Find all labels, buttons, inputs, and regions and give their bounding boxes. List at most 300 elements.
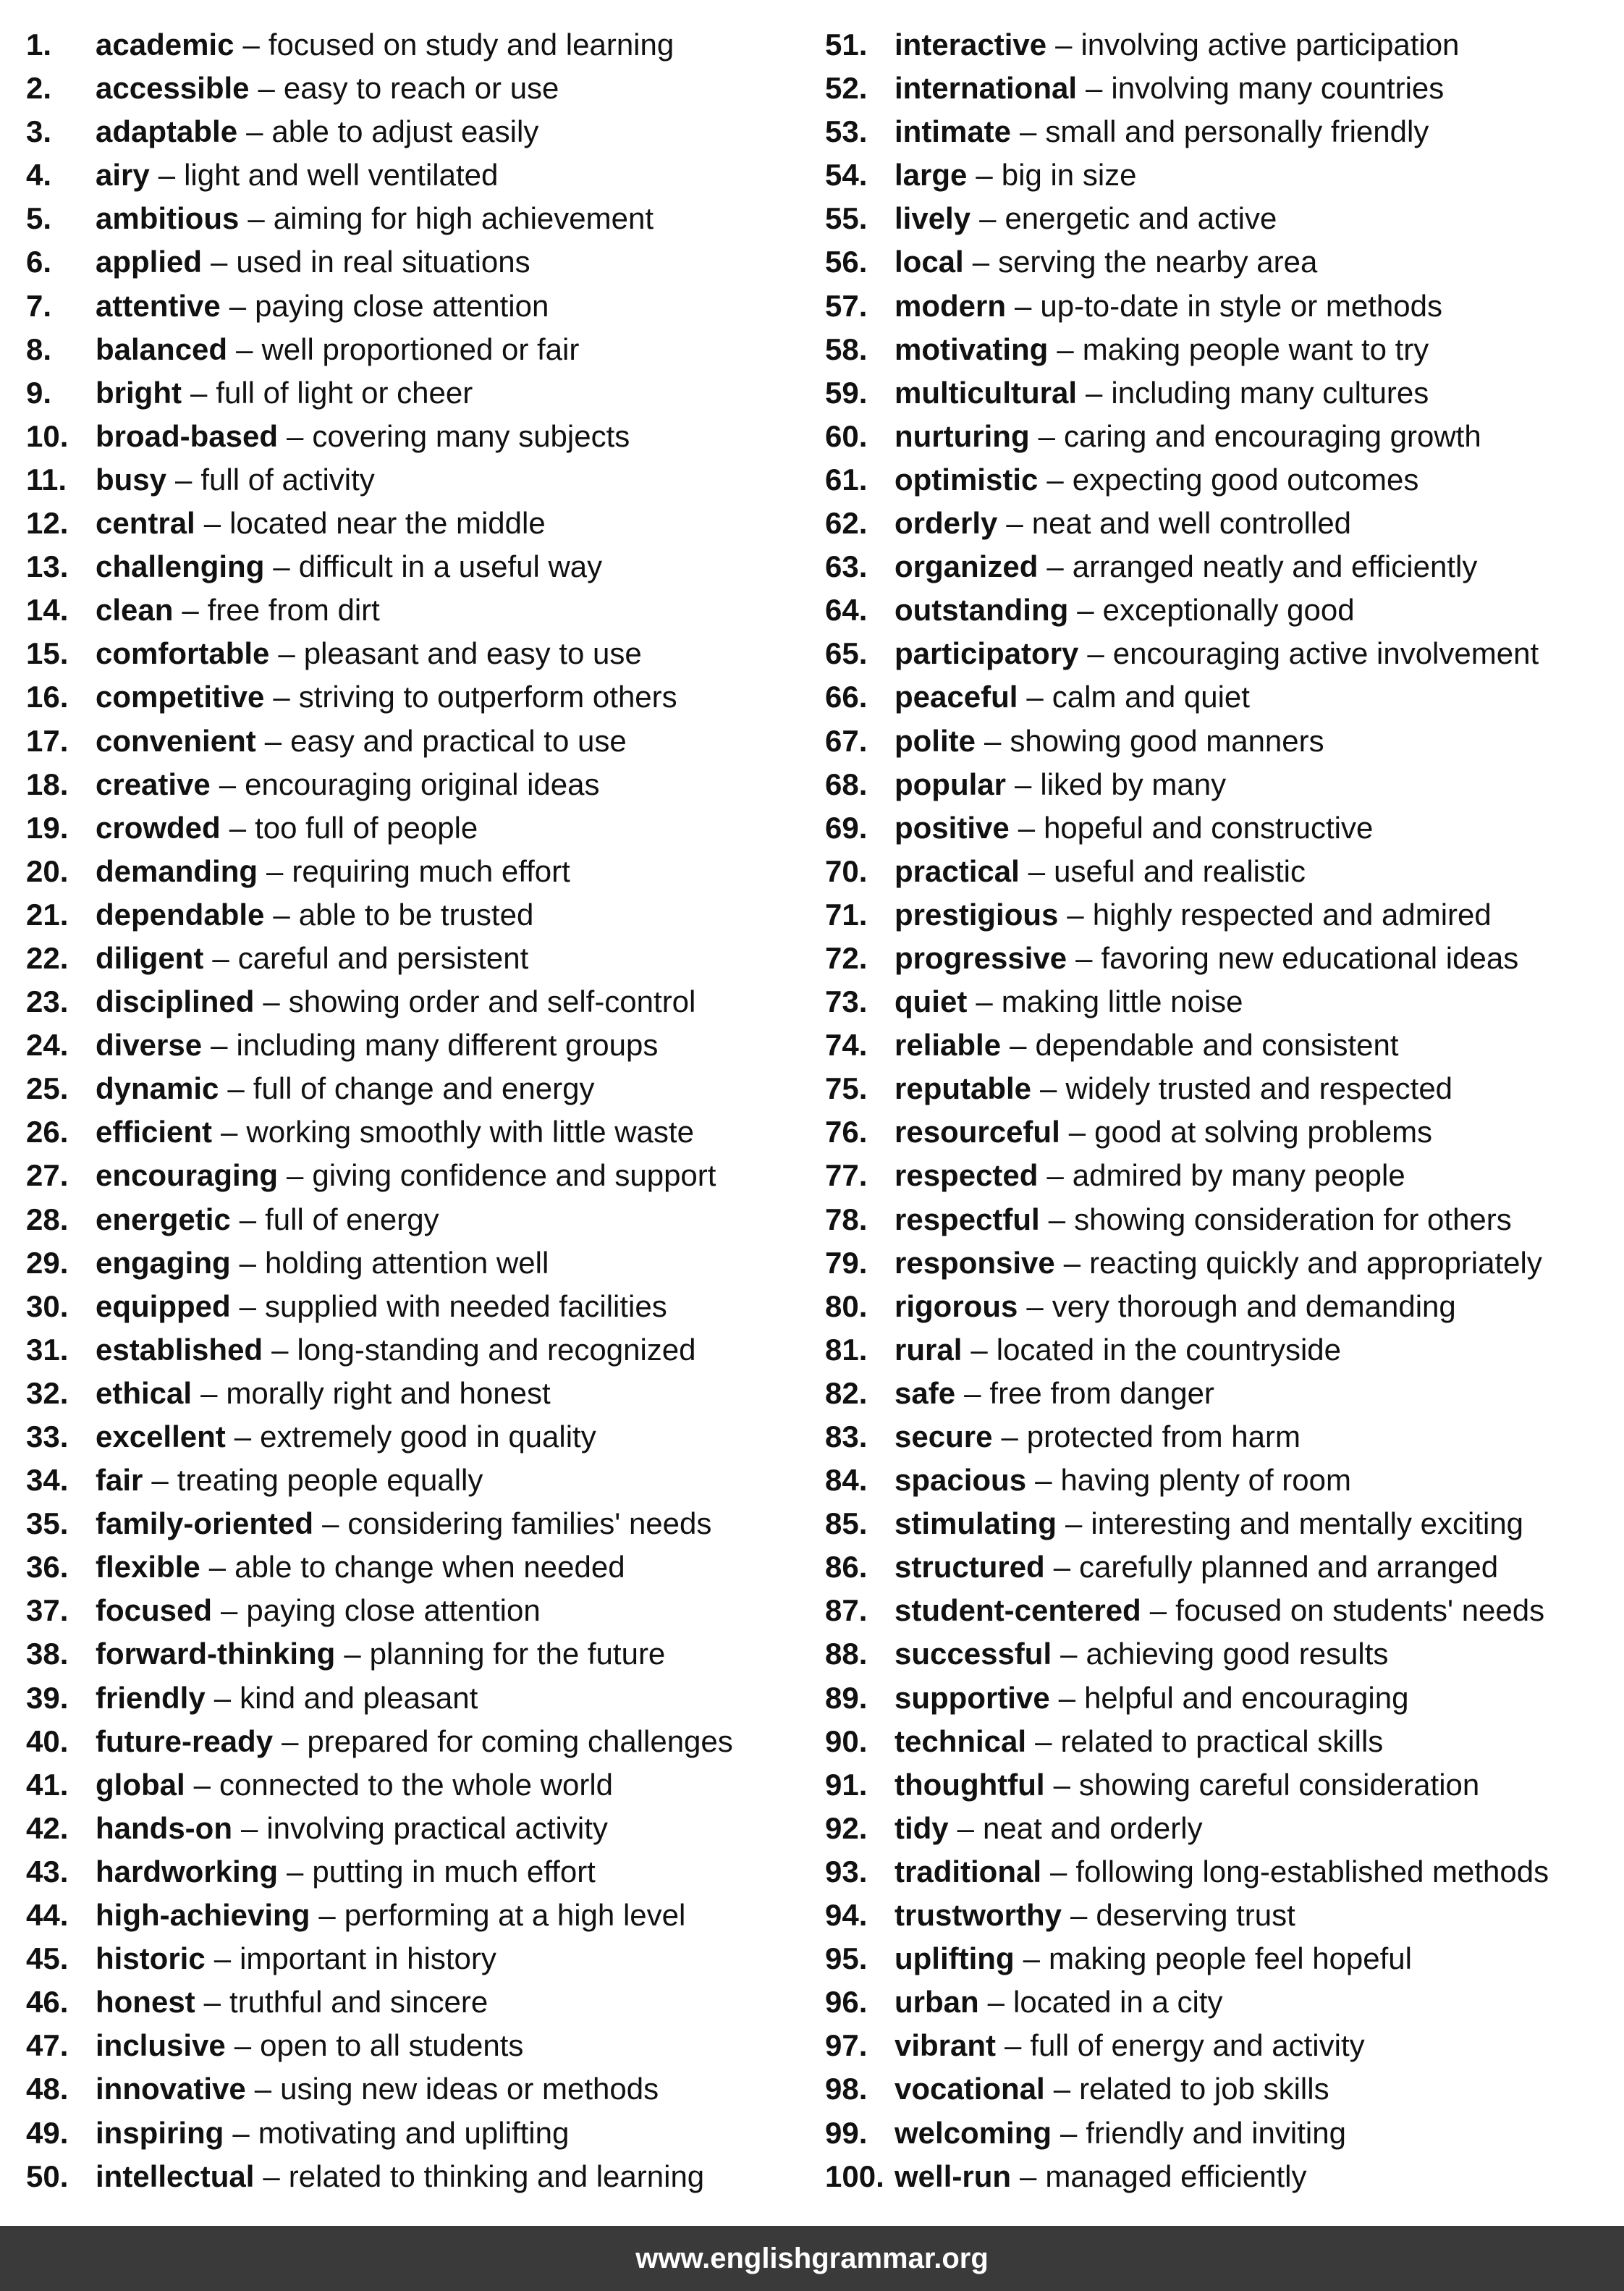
definition-text: following long-established methods — [1075, 1854, 1549, 1889]
definition-text: truthful and sincere — [229, 1985, 489, 2020]
list-item — [825, 806, 1621, 850]
adjective-term: bright — [96, 375, 182, 410]
item-number: 39. — [26, 1680, 69, 1715]
definition-text: related to thinking and learning — [288, 2159, 705, 2193]
adjective-term: traditional — [895, 1854, 1042, 1889]
list-item — [26, 110, 808, 153]
adjective-term: diligent — [96, 940, 204, 975]
list-item — [825, 1198, 1621, 1241]
definition-text: easy and practical to use — [290, 723, 627, 758]
list-item — [825, 1937, 1621, 1980]
item-number: 63. — [825, 549, 868, 584]
item-number: 28. — [26, 1202, 69, 1236]
definition-text: putting in much effort — [312, 1854, 596, 1889]
adjective-term: supportive — [895, 1680, 1050, 1715]
list-item — [26, 23, 808, 67]
list-item — [26, 371, 808, 415]
adjective-term: motivating — [895, 332, 1049, 366]
item-number: 55. — [825, 201, 868, 236]
adjective-term: ambitious — [96, 201, 240, 236]
definition-text: giving confidence and support — [312, 1158, 716, 1193]
dash-separator: – — [203, 1985, 221, 2020]
adjective-term: spacious — [895, 1463, 1027, 1498]
dash-separator: – — [151, 1463, 169, 1498]
dash-separator: – — [221, 1593, 238, 1628]
dash-separator: – — [976, 158, 993, 193]
item-number: 22. — [26, 940, 69, 975]
dash-separator: – — [263, 984, 280, 1019]
item-number: 6. — [26, 245, 52, 279]
definition-text: aiming for high achievement — [273, 201, 654, 236]
dash-separator: – — [1046, 1158, 1064, 1193]
item-number: 92. — [825, 1810, 868, 1845]
dash-separator: – — [213, 1680, 232, 1715]
definition-text: good at solving problems — [1094, 1115, 1433, 1149]
list-item — [825, 2111, 1621, 2155]
dash-separator: – — [1053, 1767, 1070, 1802]
list-item — [26, 1372, 808, 1415]
item-number: 19. — [26, 810, 69, 845]
definition-text: showing order and self-control — [288, 984, 696, 1019]
item-number: 95. — [825, 1941, 868, 1976]
dash-separator: – — [242, 28, 260, 62]
dash-separator: – — [1038, 418, 1055, 453]
item-number: 30. — [26, 1288, 69, 1323]
item-number: 93. — [825, 1854, 868, 1889]
dash-separator: – — [234, 2028, 252, 2063]
adjective-term: vocational — [895, 2072, 1045, 2106]
dash-separator: – — [287, 1854, 304, 1889]
list-item — [825, 850, 1621, 893]
list-item — [26, 2024, 808, 2067]
item-number: 90. — [825, 1723, 868, 1758]
adjective-term: busy — [96, 462, 167, 497]
list-item — [26, 1937, 808, 1980]
list-item — [825, 153, 1621, 197]
list-item — [26, 1154, 808, 1197]
item-number: 2. — [26, 71, 52, 106]
item-number: 37. — [26, 1593, 69, 1628]
item-number: 59. — [825, 375, 868, 410]
definition-text: paying close attention — [246, 1593, 541, 1628]
definition-text: morally right and honest — [226, 1375, 551, 1410]
definition-text: making people want to try — [1082, 332, 1429, 366]
dash-separator: – — [1048, 1202, 1066, 1236]
list-item — [825, 240, 1621, 284]
adjective-term: dependable — [96, 897, 265, 932]
item-number: 91. — [825, 1767, 868, 1802]
adjective-term: uplifting — [895, 1941, 1015, 1976]
item-number: 99. — [825, 2115, 868, 2150]
adjective-term: resourceful — [895, 1115, 1060, 1149]
list-item — [26, 1241, 808, 1285]
adjective-term: comfortable — [96, 636, 270, 671]
adjective-term: lively — [895, 201, 971, 236]
list-item — [825, 1894, 1621, 1937]
adjective-term: hardworking — [96, 1854, 279, 1889]
footer-website-link[interactable]: www.englishgrammar.org — [635, 2242, 989, 2274]
item-number: 47. — [26, 2028, 69, 2063]
item-number: 17. — [26, 723, 69, 758]
dash-separator: – — [1063, 1245, 1081, 1280]
adjective-term: inclusive — [96, 2028, 226, 2063]
adjective-term: flexible — [96, 1550, 200, 1585]
dash-separator: – — [1010, 1028, 1027, 1063]
definition-text: showing good manners — [1010, 723, 1324, 758]
list-item — [26, 1459, 808, 1502]
definition-text: striving to outperform others — [298, 680, 677, 714]
dash-separator: – — [212, 940, 229, 975]
item-number: 57. — [825, 288, 868, 323]
item-number: 96. — [825, 1985, 868, 2020]
item-number: 18. — [26, 767, 69, 801]
adjective-term: thoughtful — [895, 1767, 1045, 1802]
adjective-term: energetic — [96, 1202, 231, 1236]
item-number: 16. — [26, 680, 69, 714]
definition-text: involving active participation — [1080, 28, 1460, 62]
definition-text: difficult in a useful way — [298, 549, 603, 584]
adjective-term: tidy — [895, 1810, 949, 1845]
adjective-term: excellent — [96, 1419, 226, 1454]
definition-text: used in real situations — [236, 245, 530, 279]
item-number: 26. — [26, 1115, 69, 1149]
definition-text: managed efficiently — [1045, 2159, 1307, 2193]
adjective-term: urban — [895, 1985, 979, 2020]
list-item — [26, 1720, 808, 1763]
dash-separator: – — [203, 506, 221, 541]
definition-text: deserving trust — [1096, 1898, 1295, 1933]
dash-separator: – — [236, 332, 253, 366]
list-item — [26, 415, 808, 458]
list-item — [825, 588, 1621, 632]
item-number: 24. — [26, 1028, 69, 1063]
definition-text: working smoothly with little waste — [246, 1115, 694, 1149]
dash-separator: – — [1018, 810, 1036, 845]
definition-text: free from dirt — [207, 593, 380, 628]
list-item — [825, 1980, 1621, 2024]
dash-separator: – — [182, 593, 199, 628]
adjective-term: disciplined — [96, 984, 255, 1019]
adjective-term: encouraging — [96, 1158, 279, 1193]
item-number: 13. — [26, 549, 69, 584]
definition-text: related to practical skills — [1060, 1723, 1384, 1758]
list-item — [825, 1632, 1621, 1676]
item-number: 88. — [825, 1637, 868, 1671]
list-item — [26, 502, 808, 545]
dash-separator: – — [1026, 1288, 1044, 1323]
dash-separator: – — [264, 723, 282, 758]
adjective-term: balanced — [96, 332, 228, 366]
item-number: 45. — [26, 1941, 69, 1976]
dash-separator: – — [957, 1810, 975, 1845]
item-number: 86. — [825, 1550, 868, 1585]
dash-separator: – — [972, 245, 990, 279]
adjective-term: vibrant — [895, 2028, 997, 2063]
adjective-term: welcoming — [895, 2115, 1052, 2150]
definition-text: including many cultures — [1111, 375, 1429, 410]
list-item — [26, 153, 808, 197]
item-number: 31. — [26, 1332, 69, 1367]
adjective-term: challenging — [96, 549, 265, 584]
item-number: 100. — [825, 2159, 884, 2193]
item-number: 11. — [26, 462, 67, 497]
dash-separator: – — [287, 1158, 304, 1193]
item-number: 71. — [825, 897, 868, 932]
definition-text: liked by many — [1040, 767, 1227, 801]
definition-text: treating people equally — [177, 1463, 483, 1498]
definition-text: exceptionally good — [1102, 593, 1355, 628]
item-number: 32. — [26, 1375, 69, 1410]
item-number: 27. — [26, 1158, 69, 1193]
definition-text: neat and well controlled — [1031, 506, 1352, 541]
list-item — [26, 1676, 808, 1720]
adjective-term: airy — [96, 158, 150, 193]
definition-text: planning for the future — [369, 1637, 666, 1671]
definition-text: involving many countries — [1111, 71, 1445, 106]
item-number: 42. — [26, 1810, 69, 1845]
dash-separator: – — [1015, 288, 1032, 323]
definition-text: making little noise — [1001, 984, 1243, 1019]
dash-separator: – — [248, 201, 265, 236]
adjective-term: convenient — [96, 723, 256, 758]
adjective-term: outstanding — [895, 593, 1069, 628]
adjective-term: quiet — [895, 984, 968, 1019]
left-column — [26, 23, 808, 2198]
adjective-term: attentive — [96, 288, 221, 323]
dash-separator: – — [273, 549, 290, 584]
dash-separator: – — [970, 1332, 988, 1367]
item-number: 80. — [825, 1288, 868, 1323]
item-number: 49. — [26, 2115, 69, 2150]
adjective-term: hands-on — [96, 1810, 232, 1845]
list-item — [26, 1763, 808, 1807]
item-number: 36. — [26, 1550, 69, 1585]
dash-separator: – — [213, 1941, 232, 1976]
definition-text: encouraging original ideas — [245, 767, 600, 801]
dash-separator: – — [1035, 1723, 1052, 1758]
list-item — [825, 1415, 1621, 1459]
adjective-term: responsive — [895, 1245, 1055, 1280]
dash-separator: – — [1053, 2072, 1071, 2106]
dash-separator: – — [1023, 1941, 1040, 1976]
dash-separator: – — [1068, 1115, 1086, 1149]
definition-text: making people feel hopeful — [1048, 1941, 1412, 1976]
dash-separator: – — [1149, 1593, 1167, 1628]
definition-text: well proportioned or fair — [261, 332, 580, 366]
item-number: 94. — [825, 1898, 868, 1933]
item-number: 3. — [26, 114, 52, 149]
item-number: 56. — [825, 245, 868, 279]
adjective-term: creative — [96, 767, 211, 801]
list-item — [825, 1154, 1621, 1197]
item-number: 83. — [825, 1419, 868, 1454]
item-number: 48. — [26, 2072, 69, 2106]
adjective-term: intellectual — [96, 2159, 255, 2193]
item-number: 65. — [825, 636, 868, 671]
dash-separator: – — [158, 158, 176, 193]
list-item — [825, 458, 1621, 502]
dash-separator: – — [211, 245, 228, 279]
dash-separator: – — [266, 853, 284, 888]
definition-text: helpful and encouraging — [1084, 1680, 1409, 1715]
dash-separator: – — [234, 1419, 252, 1454]
adjective-term: student-centered — [895, 1593, 1141, 1628]
dash-separator: – — [964, 1375, 981, 1410]
list-item — [825, 502, 1621, 545]
dash-separator: – — [239, 1288, 257, 1323]
adjective-term: respectful — [895, 1202, 1040, 1236]
dash-separator: – — [1086, 375, 1103, 410]
adjective-term: successful — [895, 1637, 1052, 1671]
list-item — [26, 545, 808, 588]
adjective-term: diverse — [96, 1028, 203, 1063]
list-item — [825, 980, 1621, 1024]
list-item — [825, 632, 1621, 675]
dash-separator: – — [254, 2072, 272, 2106]
list-item — [825, 110, 1621, 153]
dash-separator: – — [229, 810, 247, 845]
list-item — [825, 1372, 1621, 1415]
list-item — [825, 763, 1621, 806]
adjective-term: optimistic — [895, 462, 1039, 497]
list-item — [26, 1894, 808, 1937]
item-number: 54. — [825, 158, 868, 193]
dash-separator: – — [219, 767, 237, 801]
dash-separator: – — [263, 2159, 280, 2193]
list-item — [26, 1285, 808, 1328]
adjective-term: adaptable — [96, 114, 238, 149]
definition-text: hopeful and constructive — [1044, 810, 1374, 845]
definition-text: prepared for coming challenges — [307, 1723, 733, 1758]
item-number: 89. — [825, 1680, 868, 1715]
dash-separator: – — [273, 680, 290, 714]
item-number: 9. — [26, 375, 52, 410]
adjective-term: inspiring — [96, 2115, 224, 2150]
adjective-term: friendly — [96, 1680, 206, 1715]
list-item — [825, 1763, 1621, 1807]
adjective-term: stimulating — [895, 1506, 1057, 1541]
definition-text: connected to the whole world — [219, 1767, 614, 1802]
list-item — [825, 1676, 1621, 1720]
definition-text: holding attention well — [265, 1245, 549, 1280]
definition-text: motivating and uplifting — [258, 2115, 570, 2150]
adjective-term: multicultural — [895, 375, 1078, 410]
list-item — [825, 197, 1621, 240]
definition-text: full of activity — [200, 462, 375, 497]
item-number: 12. — [26, 506, 69, 541]
dash-separator: – — [1075, 940, 1093, 975]
adjective-term: central — [96, 506, 195, 541]
adjective-term: secure — [895, 1419, 993, 1454]
list-item — [825, 1067, 1621, 1110]
dash-separator: – — [1058, 1680, 1076, 1715]
dash-separator: – — [1020, 2159, 1037, 2193]
item-number: 33. — [26, 1419, 69, 1454]
item-number: 68. — [825, 767, 868, 801]
adjective-term: participatory — [895, 636, 1079, 671]
definition-text: involving practical activity — [266, 1810, 608, 1845]
item-number: 64. — [825, 593, 868, 628]
list-item — [26, 1545, 808, 1589]
definition-text: expecting good outcomes — [1072, 462, 1419, 497]
definition-text: showing careful consideration — [1078, 1767, 1480, 1802]
dash-separator: – — [239, 1202, 257, 1236]
definition-text: careful and persistent — [237, 940, 529, 975]
dash-separator: – — [1005, 2028, 1022, 2063]
dash-separator: – — [193, 1767, 211, 1802]
dash-separator: – — [221, 1115, 238, 1149]
dash-separator: – — [1053, 1550, 1071, 1585]
list-item — [825, 415, 1621, 458]
item-number: 40. — [26, 1723, 69, 1758]
adjective-term: positive — [895, 810, 1010, 845]
adjective-term: crowded — [96, 810, 221, 845]
dash-separator: – — [1006, 506, 1023, 541]
adjective-term: applied — [96, 245, 203, 279]
list-item — [825, 1720, 1621, 1763]
adjective-term: family-oriented — [96, 1506, 314, 1541]
adjective-term: well-run — [895, 2159, 1012, 2193]
item-number: 82. — [825, 1375, 868, 1410]
adjective-term: high-achieving — [96, 1898, 310, 1933]
definition-text: focused on students' needs — [1175, 1593, 1545, 1628]
item-number: 85. — [825, 1506, 868, 1541]
definition-text: big in size — [1001, 158, 1137, 193]
adjective-term: polite — [895, 723, 976, 758]
adjective-term: practical — [895, 853, 1020, 888]
dash-separator: – — [211, 1028, 228, 1063]
item-number: 38. — [26, 1637, 69, 1671]
list-item — [825, 1241, 1621, 1285]
definition-text: useful and realistic — [1054, 853, 1306, 888]
item-number: 78. — [825, 1202, 868, 1236]
item-number: 98. — [825, 2072, 868, 2106]
list-item — [26, 328, 808, 371]
list-item — [825, 720, 1621, 763]
dash-separator: – — [190, 375, 208, 410]
definition-text: able to change when needed — [234, 1550, 625, 1585]
list-item — [26, 2067, 808, 2111]
adjective-term: engaging — [96, 1245, 231, 1280]
adjective-term: historic — [96, 1941, 206, 1976]
item-number: 87. — [825, 1593, 868, 1628]
dash-separator: – — [208, 1550, 227, 1585]
list-item — [26, 1850, 808, 1894]
dash-separator: – — [1001, 1419, 1018, 1454]
definition-text: located in the countryside — [996, 1332, 1342, 1367]
definition-text: admired by many people — [1072, 1158, 1405, 1193]
definition-text: light and well ventilated — [184, 158, 499, 193]
list-item — [825, 23, 1621, 67]
definition-text: full of light or cheer — [216, 375, 473, 410]
dash-separator: – — [1086, 71, 1103, 106]
list-item — [26, 632, 808, 675]
item-number: 14. — [26, 593, 69, 628]
definition-text: full of energy — [265, 1202, 439, 1236]
item-number: 1. — [26, 28, 52, 62]
item-number: 51. — [825, 28, 868, 62]
item-number: 20. — [26, 853, 69, 888]
definition-text: full of change and energy — [253, 1071, 595, 1106]
adjective-term: trustworthy — [895, 1898, 1062, 1933]
list-item — [26, 675, 808, 719]
list-item — [26, 1502, 808, 1545]
dash-separator: – — [1077, 593, 1094, 628]
dash-separator: – — [200, 1375, 218, 1410]
adjective-term: local — [895, 245, 964, 279]
item-number: 84. — [825, 1463, 868, 1498]
adjective-term: large — [895, 158, 968, 193]
